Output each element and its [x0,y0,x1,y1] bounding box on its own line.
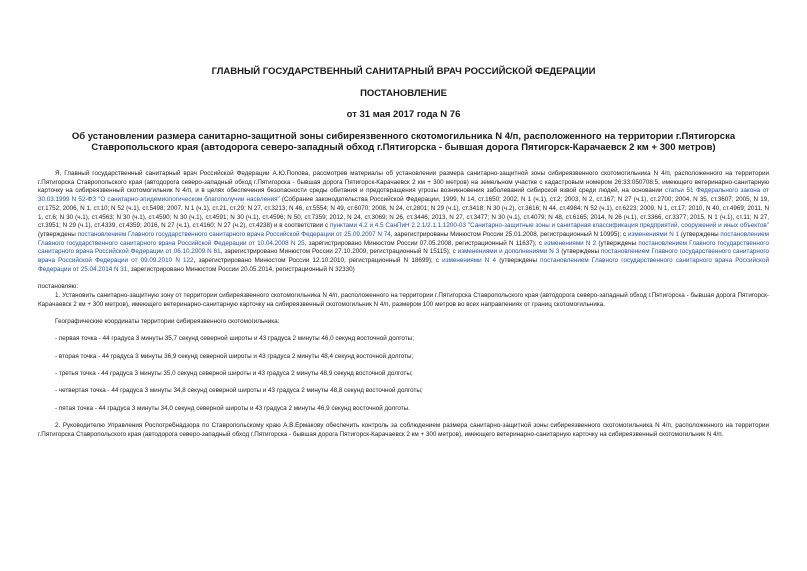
point-2: - вторая точка - 44 градуса 3 минуты 36,9 секунд северной широты и 43 градуса 2 минуты 48,4 секунд восточной долготы; [55,352,414,360]
link-sanpin-items[interactable]: пунктами 4.2 и 4.5 СанПиН 2.2.1/2.1.1.1200-03 "Санитарно-защитные зоны и санитарная классификация предприятий, сооружений и иных объектов" [330,222,770,230]
preamble-text: , зарегистрировано Минюстом России 27.10.2009, регистрационный N 15115); с [220,248,458,256]
preamble-text: , зарегистрировано Минюстом России 07.05.2008, регистрационный N 11637); с [304,239,545,247]
preamble-paragraph [38,170,769,274]
spacer [38,344,769,353]
preamble-text: , зарегистрировано Минюстом России 12.10.2010, регистрационный N 18699); с [193,257,443,265]
issuing-authority: ГЛАВНЫЙ ГОСУДАРСТВЕННЫЙ САНИТАРНЫЙ ВРАЧ РОССИЙСКОЙ ФЕДЕРАЦИИ [211,66,596,77]
link-decree-2009-61[interactable]: постановлением Главного государственного санитарного врача Российской Федерации от 06.10.2009 N 61 [38,239,769,256]
link-decree-2014-31[interactable]: постановлением Главного государственного санитарного врача Российской Федерации от 25.04.2014 N 31 [38,257,769,273]
spacer [38,327,769,336]
spacer [38,274,769,283]
geo-coordinates-heading: Географические координаты территории сибиреязвенного скотомогильника: [55,317,280,325]
link-decree-2007-74[interactable]: постановлением Главного государственного санитарного врача Российской Федерации от 25.09.2007 N 74 [77,230,391,238]
preamble-text: (Собрание законодательства Российской Федерации, 1999, N 14, ст.1650; 2002, N 1 (ч.1), ст.2; 2003, N 2, ст.167; N 27 (ч.1), ст.2700; 2004, N 35, ст.3607; 2005, N 19, ст.1752; 2006, N 1, ст.10; N 52 (ч.1), ст.5498; 2007, N 1 (ч.1), ст.21, ст.29; N 27, ст.3213; N 46, ст.5554; N 49, ст.6070; 2008, N 24, ст.2801; N 29 (ч.1), ст.3418; N 30 (ч.2), ст.3616; N 44, ст.4984; N 52 (ч.1), ст.6223; 2009, N 1, ст.17; 2010, N 40, ст.4969; 2011, N 1, ст.6; N 30 (ч.1), ст.4563; N 30 (ч.1), ст.4590; N 30 (ч.1), ст.4591; N 30 (ч.1), ст.4596; N 50, ст.7359; 2012, N 24, ст.3069; N 26, ст.3446; 2013, N 27, ст.3477; N 30 (ч.1), ст.4079; N 48, ст.6165; 2014, N 26 (ч.1), ст.3366, ст.3377; 2015, N 1 (ч.1), ст.11; N 27, ст.3951; N 29 (ч.1), ст.4339, ст.4359; 2016, N 27 (ч.1), ст.4160; N 27 (ч.2), ст.4238) и в соответствии с [38,196,769,230]
spacer [38,396,769,405]
document-title: Об установлении размера санитарно-защитной зоны сибиреязвенного скотомогильника N 4/п, расположенного на территории г.Пятигорска Ставропольского края (автодорога северо-западный обход г.Пятигорска - бывшая дорога Пятигорск-Карачаевск 2 км + 300 метров) [71,131,736,153]
point-3: - третья точка - 44 градуса 3 минуты 35,0 секунд северной широты и 43 градуса 2 минуты 48,9 секунд восточной долготы; [55,370,413,378]
link-decree-2010-122[interactable]: постановлением Главного государственного санитарного врача Российской Федерации от 09.09.2010 N 122 [38,248,769,265]
link-amendments-2[interactable]: изменениями N 2 [544,239,597,247]
item-1-paragraph: 1. Установить санитарно-защитную зону от территории сибиреязвенного скотомогильника N 4/п, расположенного на территории г.Пятигорска Ставропольского края (автодорога северо-западный обход г.Пятигорска - бывшая дорога Пятигорск-Карачаевск 2 км + 300 метров), имеющего ветеринарно-санитарную карточку на сибиреязвенный скотомогильник N 4/п, размером 100 метров во всех направлениях от границ скотомогильника. [38,291,769,308]
preamble-text: , зарегистрировано Минюстом России 20.05.2014, регистрационный N 32330) [127,265,355,273]
link-amendments-4[interactable]: изменениями N 4 [442,257,497,265]
spacer [38,361,769,370]
link-amendments-1[interactable]: изменениями N 1 [627,230,680,238]
item-2-paragraph: 2. Руководителю Управления Роспотребнадзора по Ставропольскому краю А.В.Ермакову обеспечить контроль за соблюдением размера санитарно-защитной зоны сибиреязвенного скотомогильника N 4/п, расположенного на территории г.Пятигорска Ставропольского края (автодорога северо-западный обход г.Пятигорска - бывшая дорога Пятигорск-Карачаевск 2 км + 300 метров), имеющего ветеринарно-санитарную карточку на сибиреязвенный скотомогильник N 4/п. [38,422,769,438]
spacer [38,309,769,318]
preamble-text: (утверждены [596,239,639,247]
decree-word: постановляю: [38,283,79,291]
document-date-number: от 31 мая 2017 года N 76 [346,109,461,120]
point-1: - первая точка - 44 градуса 3 минуты 35,7 секунд северной широты и 43 градуса 2 минуты 46,0 секунд восточной долготы; [55,335,414,343]
preamble-text: , зарегистрированы Минюстом России 25.01.2008, регистрационный N 10995); с [390,230,628,238]
document-type: ПОСТАНОВЛЕНИЕ [360,88,447,99]
preamble-text: (утверждены [679,230,721,238]
point-4: - четвертая точка - 44 градуса 3 минуты 34,8 секунд северной широты и 43 градуса 2 минуты 48,8 секунд восточной долготы; [55,387,423,395]
link-federal-law-art51[interactable]: статьи 51 Федерального закона от 30.03.1999 N 52-ФЗ "О санитарно-эпидемиологическом благополучии населения" [38,187,769,204]
preamble-text: (утверждены [559,248,601,256]
link-amendments-3[interactable]: изменениями и дополнениями N 3 [457,248,560,256]
preamble-text: Я, Главный государственный санитарный врач Российской Федерации А.Ю.Попова, рассмотрев материалы об установлении размера санитарно-защитной зоны сибиреязвенного скотомогильника N 4/п, расположенного на территории г.Пятигорска Ставропольского края (автодорога северо-западный обход г.Пятигорска - бывшая дорога Пятигорск-Карачаевск 2 км + 300 метров) на земельном участке с кадастровым номером 26:33:050708:5, имеющего ветеринарно-санитарную карточку на сибиреязвенный скотомогильник N 4/п, и в целях обеспечения безопасности среды обитания и предотвращения угрозы возникновения заболеваний сибирской язвой среди людей, на основании [38,170,769,195]
point-5: - пятая точка - 44 градуса 3 минуты 34,0 секунд северной широты и 43 градуса 2 минуты 46,9 секунд восточной долготы. [55,404,410,412]
preamble-text: (утверждены [38,230,78,238]
preamble-text: (утверждены [496,257,541,265]
document-body [38,170,769,440]
link-decree-2008-25[interactable]: постановлением Главного государственного санитарного врача Российской Федерации от 10.04.2008 N 25 [38,230,769,247]
spacer [38,414,769,423]
